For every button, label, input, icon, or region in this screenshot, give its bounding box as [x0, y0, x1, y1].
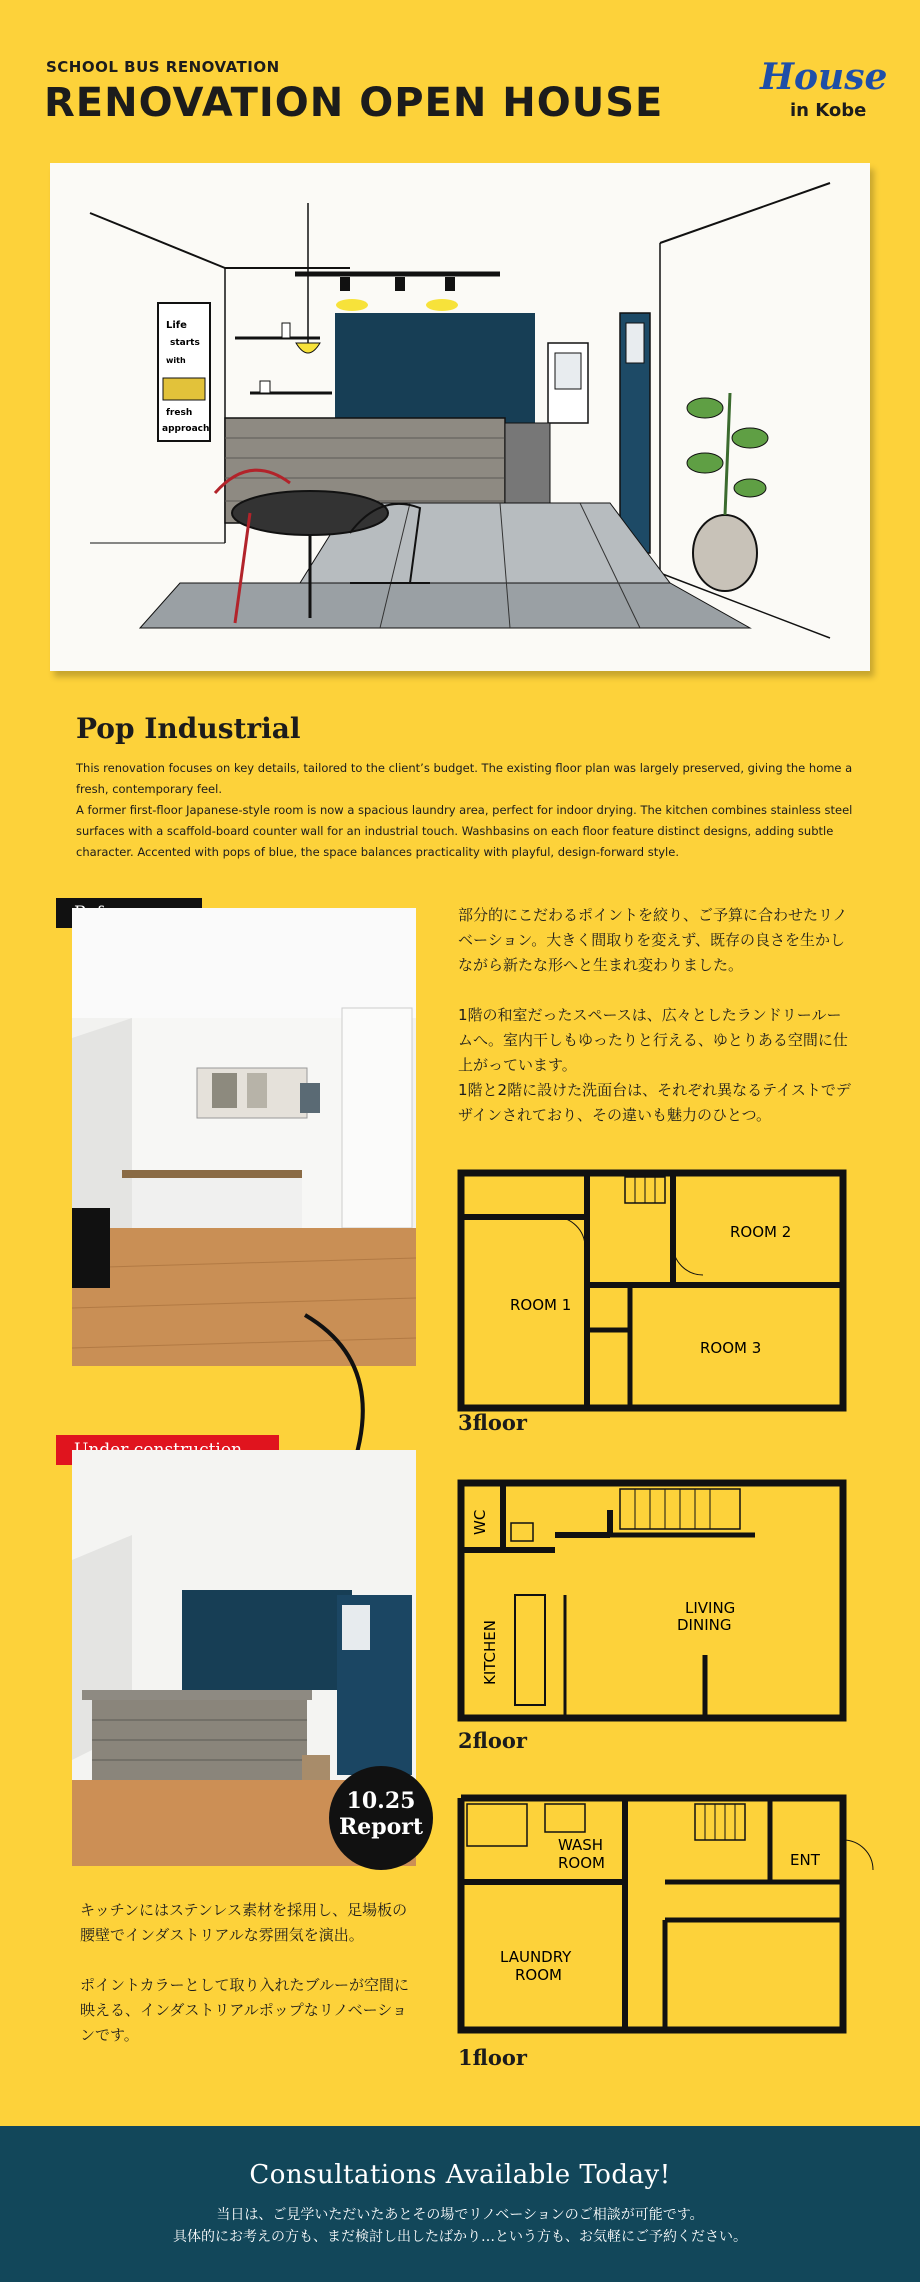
page-title: RENOVATION OPEN HOUSE [44, 80, 664, 126]
floor-plan-3f [455, 1165, 855, 1415]
jp-left-paragraph-1: キッチンにはステンレス素材を採用し、足場板の腰壁でインダストリアルな雰囲気を演出。 [80, 1901, 408, 1944]
before-photo [72, 908, 416, 1366]
laundry-label-1: LAUNDRY [500, 1948, 572, 1966]
intro-description [76, 758, 856, 863]
sketch-drawing [50, 163, 870, 671]
wc-label: WC [471, 1509, 489, 1535]
kitchen-label: KITCHEN [481, 1620, 499, 1685]
kitchen-description [80, 1898, 420, 2048]
jp-paragraph-3: 1階と2階に設けた洗面台は、それぞれ異なるテイストでデザインされており、その違いも魅力のひとつ。 [458, 1081, 851, 1124]
section-title: Pop Industrial [76, 712, 301, 745]
poster-line-5: approach [162, 424, 210, 434]
consultation-footer [0, 2126, 920, 2282]
japanese-description [458, 903, 854, 1128]
room-1-label: ROOM 1 [510, 1296, 572, 1314]
floor-3-label: 3floor [458, 1410, 527, 1435]
entrance-label: ENT [790, 1851, 820, 1869]
house-logo: House [760, 56, 888, 98]
footer-line-2: 具体的にお考えの方も、まだ検討し出したばかり…という方も、お気軽にご予約ください。 [173, 2229, 747, 2245]
floor-2-label: 2floor [458, 1728, 527, 1753]
jp-paragraph-2: 1階の和室だったスペースは、広々としたランドリールームへ。室内干しもゆったりと行える、ゆとりある空間に仕上がっています。 [458, 1006, 848, 1074]
poster-line-4: fresh [166, 408, 193, 418]
footer-line-1: 当日は、ご見学いただいたあとその場でリノベーションのご相談が可能です。 [216, 2207, 704, 2223]
logo-subtitle: in Kobe [790, 100, 867, 121]
floor-1-label: 1floor [458, 2045, 527, 2070]
room-2-label: ROOM 2 [730, 1223, 792, 1241]
poster-line-3: with [166, 356, 186, 365]
report-badge [329, 1766, 433, 1870]
poster-line-2: starts [170, 338, 200, 348]
dining-label: DINING [677, 1616, 732, 1634]
room-3-label: ROOM 3 [700, 1339, 762, 1357]
laundry-label-2: ROOM [515, 1966, 562, 1984]
wash-room-label-2: ROOM [558, 1854, 605, 1872]
jp-paragraph-1: 部分的にこだわるポイントを絞り、ご予算に合わせたリノベーション。大きく間取りを変えず、既存の良さを生かしながら新たな形へと生まれ変わりました。 [458, 906, 848, 974]
jp-left-paragraph-2: ポイントカラーとして取り入れたブルーが空間に映える、インダストリアルポップなリノベーションです。 [80, 1976, 409, 2044]
footer-heading: Consultations Available Today! [249, 2160, 671, 2190]
floor-plan-1f [455, 1790, 895, 2040]
interior-sketch [50, 163, 870, 671]
intro-paragraph-2: A former first-floor Japanese-style room is now a spacious laundry area, perfect for indoor drying. The kitchen combines stainless steel surfaces with a scaffold-board counter wall for an industrial touch. Washbasins on each floor feature distinct designs, adding subtle character. Accented with pops of blue, the space balances practicality with playful, design-forward style. [76, 803, 853, 859]
header-eyebrow: SCHOOL BUS RENOVATION [46, 58, 280, 76]
intro-paragraph-1: This renovation focuses on key details, tailored to the client’s budget. The existing floor plan was largely preserved, giving the home a fresh, contemporary feel. [76, 761, 853, 796]
living-label: LIVING [685, 1599, 736, 1617]
report-label: Report [338, 1814, 424, 1840]
poster-line-1: Life [166, 320, 187, 331]
report-date: 10.25 [346, 1788, 416, 1814]
wash-room-label-1: WASH [558, 1836, 604, 1854]
floor-plan-2f [455, 1475, 855, 1725]
